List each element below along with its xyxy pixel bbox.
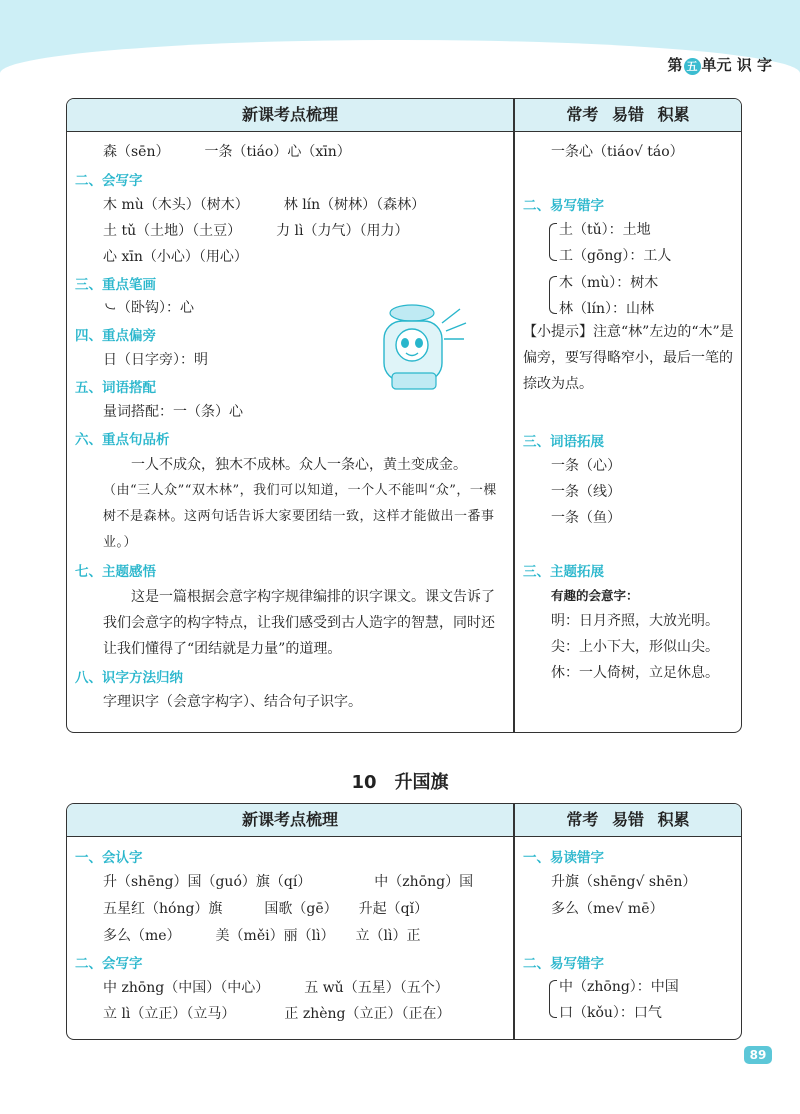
list-item: 尖：上小下大，形似山尖。	[551, 639, 719, 655]
section-heading: 三、重点笔画	[75, 277, 156, 293]
list-item: 心 xīn（小心）（用心）	[103, 249, 248, 265]
list-item: ㇃（卧钩）：心	[103, 300, 194, 316]
left-column-title: 新课考点梳理	[241, 810, 338, 829]
bracket	[549, 223, 557, 261]
list-item: 立 lì（立正）（立马） 正 zhèng（立正）（正在）	[103, 1006, 451, 1022]
list-item: 中（zhōng）：中国	[559, 979, 679, 995]
list-item: 多么（me） 美（měi）丽（lì） 立（lì）正	[103, 928, 421, 944]
list-item: 土（tǔ）：土地	[559, 222, 651, 238]
list-item: 升旗（shēng√ shēn）	[551, 874, 697, 890]
section-heading: 三、词语拓展	[523, 434, 604, 450]
table-header	[67, 804, 741, 837]
list-item: 一条（线）	[551, 484, 621, 500]
right-column-title: 常考 易错 积累	[566, 105, 690, 124]
section-heading: 七、主题感悟	[75, 564, 156, 580]
section-heading: 一、易读错字	[523, 850, 604, 866]
unit-label: 第 五 单元 识 字	[667, 56, 772, 74]
list-item: 一条心（tiáo√ táo）	[551, 144, 684, 160]
list-item: 多么（me√ mē）	[551, 901, 664, 917]
sentence-analysis: 一人不成众，独木不成林。众人一条心，黄土变成金。	[103, 457, 467, 473]
section-heading: 一、会认字	[75, 850, 143, 866]
list-item: 口（kǒu）：口气	[559, 1005, 662, 1021]
list-item: 一条（鱼）	[551, 510, 621, 526]
list-item: 工（gōng）：工人	[559, 248, 672, 264]
section-heading: 六、重点句品析	[75, 432, 170, 448]
column-divider	[513, 804, 515, 1039]
page-number: 89	[744, 1046, 772, 1064]
lesson-title: 10 升国旗	[351, 772, 449, 793]
right-column-title: 常考 易错 积累	[566, 810, 690, 829]
table-header	[67, 99, 741, 132]
mascot-illustration	[372, 303, 470, 395]
list-item: 明：日月齐照，大放光明。	[551, 613, 719, 629]
lesson10-table	[66, 803, 742, 1040]
list-item: 日（日字旁）：明	[103, 352, 208, 368]
theme-paragraph: 这是一篇根据会意字构字规律编排的识字课文。课文告诉了我们会意字的构字特点，让我们感受到古人造字的智慧，同时还让我们懂得了“团结就是力量”的道理。	[103, 589, 495, 657]
section-heading: 二、会写字	[75, 956, 143, 972]
list-item: 五星红（hóng）旗 国歌（gē） 升起（qǐ）	[103, 901, 429, 917]
lesson9-table	[66, 98, 742, 733]
bracket	[549, 980, 557, 1018]
section-heading: 八、识字方法归纳	[75, 670, 183, 686]
list-item: 一条（心）	[551, 458, 621, 474]
left-column-title: 新课考点梳理	[241, 105, 338, 124]
unit-number-badge: 五	[684, 58, 701, 75]
column-divider	[513, 99, 515, 732]
list-item: 林（lín）：山林	[559, 301, 654, 317]
list-item: 量词搭配：一（条）心	[103, 404, 243, 420]
section-heading: 二、会写字	[75, 173, 143, 189]
list-item: 中 zhōng（中国）（中心） 五 wǔ（五星）（五个）	[103, 980, 449, 996]
list-item: 有趣的会意字：	[551, 588, 639, 603]
section-heading: 三、主题拓展	[523, 564, 604, 580]
list-item: 土 tǔ（土地）（土豆） 力 lì（力气）（用力）	[103, 223, 409, 239]
sentence-note: （由“三人众”“双木林”，我们可以知道，一个人不能叫“众”，一棵树不是森林。这两句话告诉大家要团结一致，这样才能做出一番事业。）	[103, 483, 497, 550]
list-item: 休：一人倚树，立足休息。	[551, 665, 719, 681]
section-heading: 二、易写错字	[523, 956, 604, 972]
section-heading: 四、重点偏旁	[75, 328, 156, 344]
section-heading: 五、词语搭配	[75, 380, 156, 396]
list-item: 木 mù（木头）（树木） 林 lín（树林）（森林）	[103, 197, 426, 213]
tip-text: 【小提示】注意“林”左边的“木”是偏旁，要写得略窄小，最后一笔的捺改为点。	[523, 324, 734, 392]
section-heading: 二、易写错字	[523, 198, 604, 214]
list-item: 升（shēng）国（guó）旗（qí） 中（zhōng）国	[103, 874, 474, 890]
bracket	[549, 276, 557, 314]
list-item: 字理识字（会意字构字）、结合句子识字。	[103, 694, 362, 710]
list-item: 森（sēn） 一条（tiáo）心（xīn）	[103, 144, 351, 160]
list-item: 木（mù）：树木	[559, 275, 659, 291]
